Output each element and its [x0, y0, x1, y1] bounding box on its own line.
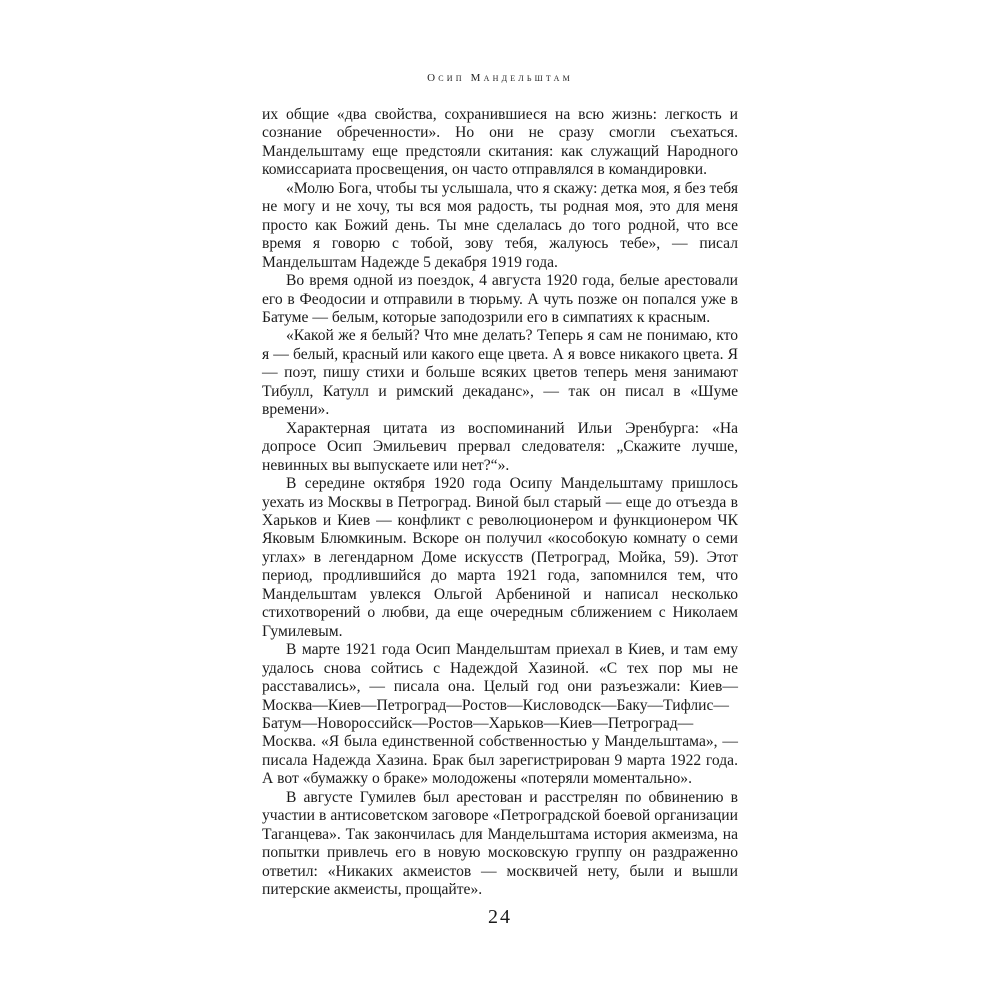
paragraph: В марте 1921 года Осип Мандельштам приехал в Киев, и там ему удалось снова сойтись с Надеждой Хазиной. «С тех пор мы не расставались», — писала она. Целый год они разъезжали: Киев—Москва—Киев—Петроград—Ростов—Кисловодск—Баку—Тифлис—Батум—Новороссийск—Ростов—Харьков—Киев—Петроград—Москва. «Я была единственной собственностью у Мандельштама», — писала Надежда Хазина. Брак был зарегистрирован 9 марта 1922 года. А вот «бумажку о браке» молодожены «потеряли моментально». — [262, 641, 738, 788]
paragraph: Характерная цитата из воспоминаний Ильи Эренбурга: «На допросе Осип Эмильевич прервал следователя: „Скажите лучше, невинных вы выпускаете или нет?“». — [262, 419, 738, 474]
page-number: 24 — [488, 906, 512, 928]
paragraph: Во время одной из поездок, 4 августа 1920 года, белые арестовали его в Феодосии и отправили в тюрьму. А чуть позже он попался уже в Батуме — белым, которые заподозрили его в симпатиях к красным. — [262, 272, 738, 326]
paragraph: В августе Гумилев был арестован и расстрелян по обвинению в участии в антисоветском заговоре «Петроградской боевой организации Таганцева». Так закончилась для Мандельштама история акмеизма, на попытки привлечь его в новую московскую группу он раздраженно ответил: «Никаких акмеистов — москвичей нету, были и вышли питерские акмеисты, прощайте». — [262, 788, 738, 899]
running-title: Осип Мандельштам — [427, 72, 573, 84]
paragraph: их общие «два свойства, сохранившиеся на всю жизнь: легкость и сознание обреченности». Но они не сразу смогли съехаться. Мандельштаму еще предстояли скитания: как служащий Народного комиссариата просвещения, он часто отправлялся в командировки. — [262, 106, 738, 179]
paragraph: В середине октября 1920 года Осипу Мандельштаму пришлось уехать из Москвы в Петроград. Виной был старый — еще до отъезда в Харьков и Киев — конфликт с революционером и функционером ЧК Яковым Блюмкиным. Вскоре он получил «кособокую комнату о семи углах» в легендарном Доме искусств (Петроград, Мойка, 59). Этот период, продлившийся до марта 1921 года, запомнился тем, что Мандельштам увлекся Ольгой Арбениной и написал несколько стихотворений о любви, да еще очередным сближением с Николаем Гумилевым. — [262, 475, 738, 640]
paragraph: «Молю Бога, чтобы ты услышала, что я скажу: детка моя, я без тебя не могу и не хочу, ты вся моя радость, ты родная моя, это для меня просто как Божий день. Ты мне сделалась до того родной, что все время я говорю с тобой, зову тебя, жалуюсь тебе», — писал Мандельштам Надежде 5 декабря 1919 года. — [262, 179, 738, 271]
paragraph: «Какой же я белый? Что мне делать? Теперь я сам не понимаю, кто я — белый, красный или какого еще цвета. А я вовсе никакого цвета. Я — поэт, пишу стихи и больше всяких цветов теперь меня занимают Тибулл, Катулл и римский декаданс», — так он писал в «Шуме времени». — [262, 327, 738, 419]
body-text — [262, 106, 738, 899]
